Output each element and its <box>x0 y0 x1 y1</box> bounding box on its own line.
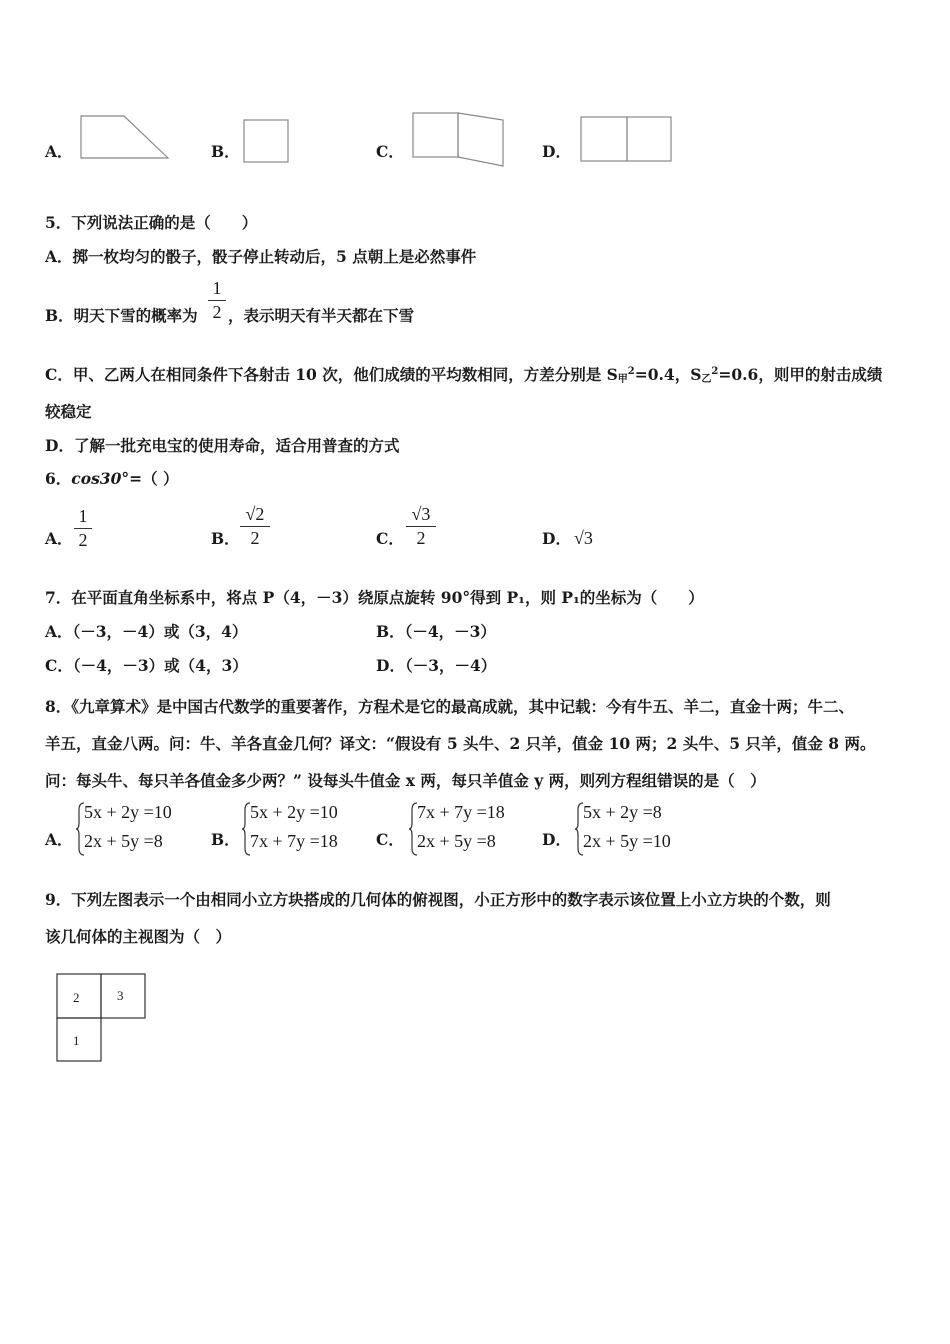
equation-1: 7x + 7y =18 <box>417 802 505 822</box>
q7-stem: 7．在平面直角坐标系中，将点 P（4，－3）绕原点旋转 90°得到 P₁，则 P₁的坐标为（ ） <box>45 588 704 607</box>
q6-option-d-label: D． <box>542 529 571 548</box>
equation-1: 5x + 2y =10 <box>250 802 338 822</box>
q7-option-a: A．（－3，－4）或（3，4） <box>45 622 248 641</box>
fraction-denominator: 2 <box>416 528 426 548</box>
q5-c-part1: C．甲、乙两人在相同条件下各射击 10 次，他们成绩的平均数相同，方差分别是 S <box>45 365 618 384</box>
q6-option-d-value: √3 <box>574 528 593 548</box>
q6-option-a-label: A． <box>45 529 73 548</box>
q5-option-b-fraction <box>208 278 226 323</box>
q8-option-d-system <box>575 802 695 858</box>
q6-stem <box>45 467 179 489</box>
q8-option-b-system <box>242 802 362 858</box>
fraction-denominator: 2 <box>250 528 260 548</box>
fraction-bar <box>240 526 270 527</box>
q5-c-sup2: 2 <box>711 366 719 377</box>
fraction-bar <box>406 526 436 527</box>
q8-option-c-label: C． <box>376 830 404 849</box>
q9-top-view-grid <box>56 973 148 1063</box>
q5-option-b-suffix: ，表示明天有半天都在下雪 <box>228 306 415 325</box>
q5-stem: 5．下列说法正确的是（ ） <box>45 213 258 232</box>
q5-option-c-line1 <box>45 363 882 385</box>
equation-2: 2x + 5y =10 <box>583 831 671 851</box>
equation-2: 7x + 7y =18 <box>250 831 338 851</box>
q8-line2: 羊五，直金八两。问：牛、羊各直金几何？译文：“假设有 5 头牛、2 只羊，值金 10 两；2 头牛、5 只羊，值金 8 两。 <box>45 734 876 753</box>
grid-cell-top-right: 3 <box>117 988 124 1003</box>
q8-option-b-label: B． <box>211 830 240 849</box>
fraction-denominator: 2 <box>212 302 222 322</box>
q5-c-sub2: 乙 <box>701 374 712 385</box>
grid-cell-bottom-left: 1 <box>73 1033 80 1048</box>
q5-option-c-line2: 较稳定 <box>45 402 92 421</box>
q4-option-b-label: B． <box>211 142 240 161</box>
grid-lines <box>56 973 148 1063</box>
q7-option-c: C．（－4，－3）或（4，3） <box>45 656 248 675</box>
q8-line3: 问：每头牛、每只羊各值金多少两？” 设每头牛值金 x 两，每只羊值金 y 两，则列方程组错误的是（ ） <box>45 771 766 790</box>
q7-option-b: B．（－4，－3） <box>376 622 496 641</box>
q6-option-b-fraction <box>240 504 270 549</box>
fraction-bar <box>74 528 92 529</box>
q8-option-c-system <box>409 802 529 858</box>
equation-1: 5x + 2y =10 <box>84 802 172 822</box>
q5-option-a: A．掷一枚均匀的骰子，骰子停止转动后，5 点朝上是必然事件 <box>45 247 477 266</box>
q4-option-a-figure <box>78 114 173 162</box>
q8-option-a-system <box>76 802 196 858</box>
fraction-bar <box>208 300 226 301</box>
q5-c-sub1: 甲 <box>617 374 628 385</box>
q8-option-a-label: A． <box>45 830 73 849</box>
fraction-numerator: √2 <box>245 504 265 524</box>
q4-option-b-figure <box>242 118 292 166</box>
fraction-numerator: 1 <box>78 506 88 526</box>
fraction-denominator: 2 <box>78 530 88 550</box>
q6-stem-suffix: =（ ） <box>129 469 179 488</box>
q4-option-d-figure <box>579 115 675 165</box>
q4-option-a-label: A． <box>45 142 73 161</box>
q5-c-part3: =0.6，则甲的射击成绩 <box>718 365 883 384</box>
q5-option-b-prefix: B．明天下雪的概率为 <box>45 306 198 325</box>
q8-line1: 8．《九章算术》是中国古代数学的重要著作，方程术是它的最高成就，其中记载：今有牛五、羊二，直金十两；牛二、 <box>45 697 855 716</box>
q7-option-d: D．（－3，－4） <box>376 656 497 675</box>
q4-option-c-label: C． <box>376 142 404 161</box>
q4-option-c-figure <box>411 110 507 172</box>
equation-2: 2x + 5y =8 <box>417 831 496 851</box>
q9-line2: 该几何体的主视图为（ ） <box>45 927 232 946</box>
grid-cell-top-left: 2 <box>73 990 80 1005</box>
q5-c-sup1: 2 <box>627 366 635 377</box>
fraction-numerator: √3 <box>411 504 431 524</box>
equation-1: 5x + 2y =8 <box>583 802 662 822</box>
q6-option-c-fraction <box>406 504 436 549</box>
q6-option-c-label: C． <box>376 529 404 548</box>
equation-2: 2x + 5y =8 <box>84 831 163 851</box>
q6-stem-expr: cos30° <box>71 469 130 488</box>
q6-stem-prefix: 6． <box>45 469 72 488</box>
q6-option-b-label: B． <box>211 529 240 548</box>
q5-option-d: D．了解一批充电宝的使用寿命，适合用普查的方式 <box>45 436 400 455</box>
q6-option-a-fraction <box>74 506 92 551</box>
q8-option-d-label: D． <box>542 830 571 849</box>
q9-line1: 9．下列左图表示一个由相同小立方块搭成的几何体的俯视图，小正方形中的数字表示该位置上小立方块的个数，则 <box>45 890 831 909</box>
q4-option-d-label: D． <box>542 142 571 161</box>
fraction-numerator: 1 <box>212 278 222 298</box>
q5-c-part2: =0.4，S <box>634 365 702 384</box>
